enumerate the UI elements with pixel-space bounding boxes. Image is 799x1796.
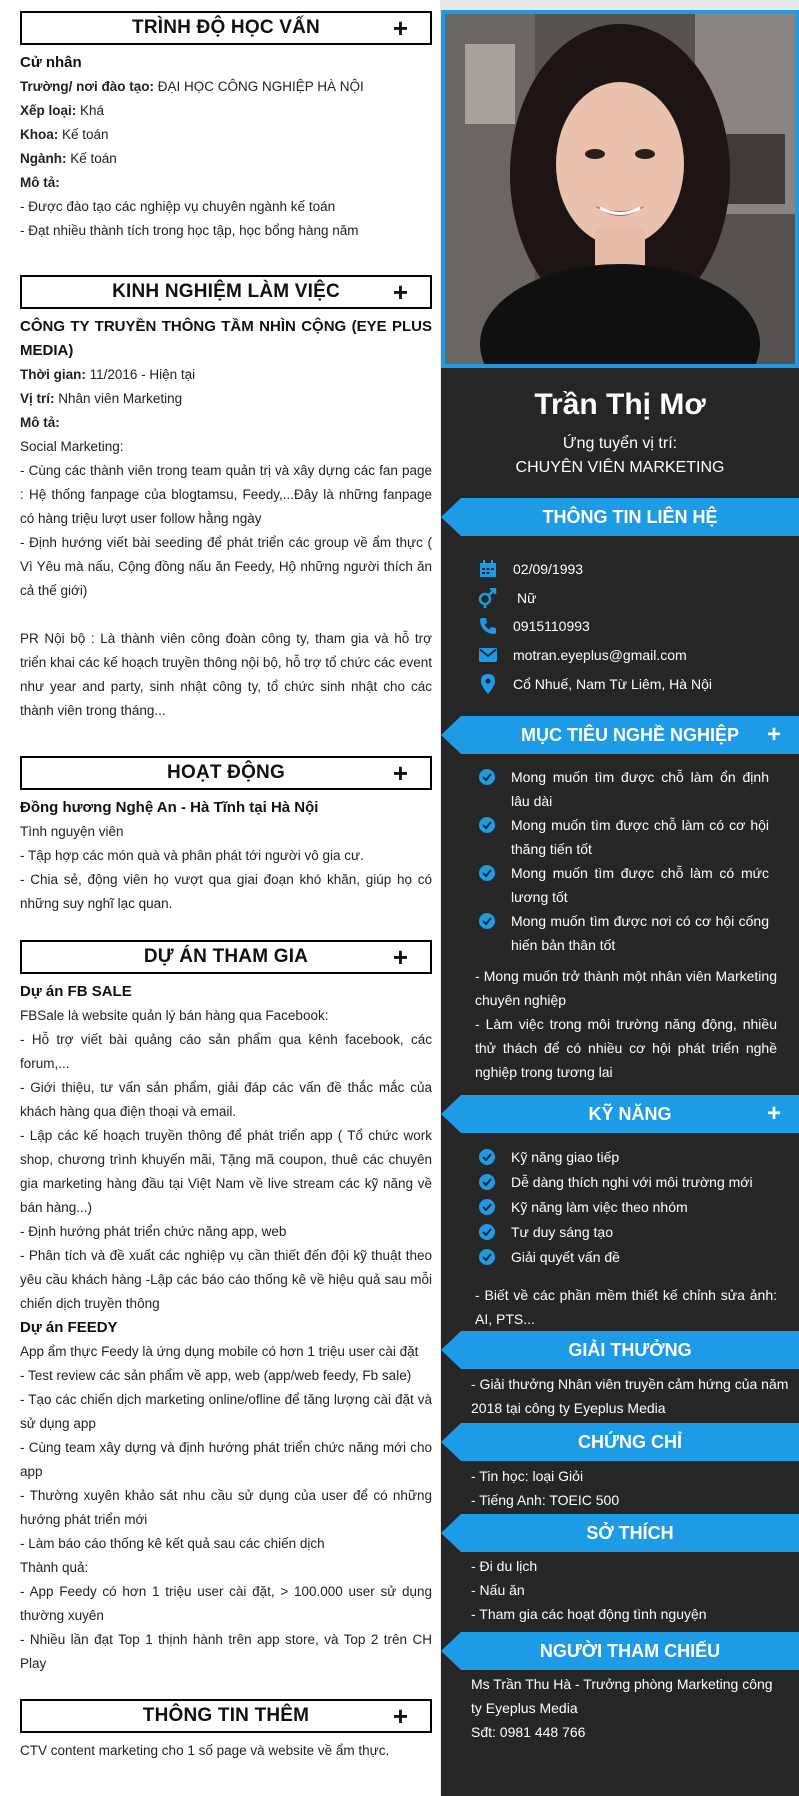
- apply-label: Ứng tuyển vị trí:: [562, 435, 678, 452]
- position-label: Vị trí:: [20, 391, 55, 406]
- check-icon: [479, 1149, 495, 1165]
- hobbies-list: [471, 1554, 791, 1626]
- project-2-title: Dự án FEEDY: [20, 1319, 118, 1336]
- skill-item-text: Dễ dàng thích nghi với môi trường mới: [511, 1174, 753, 1190]
- candidate-name: Trần Thị Mơ: [534, 388, 706, 421]
- activity-item: - Chia sẻ, động viên họ vượt qua giai đoạn khó khăn, giúp họ có những suy nghĩ lạc quan.: [20, 872, 432, 911]
- hobby-item: - Nấu ăn: [471, 1582, 525, 1598]
- gender-value: Nữ: [517, 590, 537, 606]
- mail-icon: [477, 644, 499, 666]
- apply-block: [441, 432, 799, 480]
- certificate-item: - Tin học: loại Giỏi: [471, 1468, 584, 1484]
- awards-text: - Giải thưởng Nhân viên truyền cảm hứng của năm 2018 tại công ty Eyeplus Media: [471, 1376, 789, 1416]
- faculty-label: Khoa:: [20, 127, 59, 142]
- email-row: [477, 644, 687, 666]
- check-icon: [479, 865, 495, 881]
- awards-banner: [461, 1331, 799, 1369]
- project-item: - Nhiều lần đạt Top 1 thịnh hành trên app store, và Top 2 trên CH Play: [20, 1632, 432, 1671]
- time-label: Thời gian:: [20, 367, 86, 382]
- project-item: - Định hướng phát triển chức năng app, web: [20, 1224, 287, 1239]
- reference-title: NGƯỜI THAM CHIẾU: [539, 1640, 721, 1661]
- experience-header[interactable]: [20, 275, 432, 309]
- education-title: TRÌNH ĐỘ HỌC VẤN: [132, 17, 320, 38]
- check-icon: [479, 913, 495, 929]
- project-1-title: Dự án FB SALE: [20, 983, 132, 1000]
- reference-list: [471, 1672, 781, 1744]
- skill-item-text: Tư duy sáng tạo: [511, 1224, 613, 1240]
- birthday-value: 02/09/1993: [513, 561, 584, 577]
- check-icon: [479, 1199, 495, 1215]
- plus-icon[interactable]: +: [392, 13, 408, 43]
- objective-item-text: Mong muốn tìm được chỗ làm có mức lương tốt: [511, 865, 769, 905]
- calendar-icon: [477, 558, 499, 580]
- major-label: Ngành:: [20, 151, 67, 166]
- reference-line: Ms Trần Thu Hà - Trưởng phòng Marketing công ty Eyeplus Media: [471, 1676, 773, 1716]
- experience-desc-item: Social Marketing:: [20, 439, 124, 454]
- plus-icon[interactable]: +: [392, 277, 408, 307]
- phone-icon: [477, 615, 499, 637]
- project-item: - Lập các kế hoạch truyền thông để phát triển app ( Tổ chức work shop, chương trình khuyến mãi, Tặng mã coupon, thuê các chuyên gia marketing hàng đầu tại Việt Nam về live stream các kỹ năng về bán hàng...): [20, 1128, 432, 1215]
- experience-section: [20, 275, 432, 723]
- major-value: Kế toán: [70, 151, 117, 166]
- objective-item-text: Mong muốn tìm được chỗ làm ổn định lâu dài: [511, 769, 769, 809]
- certificates-title: CHỨNG CHỈ: [578, 1431, 682, 1452]
- project-item: App ẩm thực Feedy là ứng dụng mobile có hơn 1 triệu user cài đặt: [20, 1344, 419, 1359]
- degree: Cử nhân: [20, 54, 82, 71]
- skills-banner[interactable]: [461, 1095, 799, 1133]
- project-item: - Phân tích và đề xuất các nghiệp vụ cần thiết đến đội kỹ thuật theo yêu cầu khách hàng -Lập các báo cáo thống kê về hiệu quả sau mỗi chiến dịch truyền thông: [20, 1248, 432, 1311]
- hobbies-title: SỞ THÍCH: [586, 1522, 674, 1543]
- education-desc-label: Mô tả:: [20, 175, 60, 190]
- objective-note: - Làm việc trong môi trường năng động, nhiều thử thách để có nhiều cơ hội phát triển nghề nghiệp trong tương lai: [475, 1016, 777, 1080]
- experience-desc-item: - Định hướng viết bài seeding để phát triển các group về ẩm thực ( Vì Yêu mà nấu, Cộng đồng nấu ăn Feedy, Hộ những người thích ăn cả thế giới): [20, 535, 432, 598]
- hobby-item: - Đi du lịch: [471, 1558, 538, 1574]
- education-section: [20, 11, 432, 243]
- hobby-item: - Tham gia các hoạt động tình nguyện: [471, 1606, 707, 1622]
- skill-item: [479, 1170, 769, 1194]
- project-item: - Test review các sản phẩm về app, web (app/web feedy, Fb sale): [20, 1368, 412, 1383]
- skill-item: [479, 1195, 769, 1219]
- awards-title: GIẢI THƯỞNG: [568, 1339, 692, 1360]
- project-item: - App Feedy có hơn 1 triệu user cài đặt, > 100.000 user sử dụng thường xuyên: [20, 1584, 432, 1623]
- objective-banner[interactable]: [461, 716, 799, 754]
- contact-banner: [461, 498, 799, 536]
- objective-note: - Mong muốn trở thành một nhân viên Marketing chuyên nghiệp: [475, 968, 777, 1008]
- reference-line: Sđt: 0981 448 766: [471, 1724, 586, 1740]
- location-icon: [477, 673, 499, 695]
- check-icon: [479, 1224, 495, 1240]
- activity-item: - Tập hợp các món quà và phân phát tới người vô gia cư.: [20, 848, 364, 863]
- experience-pr: PR Nội bộ : Là thành viên công đoàn công ty, tham gia và hỗ trợ triển khai các kế hoạch truyền thông nội bộ, hỗ trợ tổ chức các event như year and party, sinh nhật công ty, tổ chức sinh nhật cho các thành viên trong tháng...: [20, 631, 432, 718]
- contact-title: THÔNG TIN LIÊN HỆ: [542, 506, 718, 527]
- certificates-list: [471, 1464, 791, 1512]
- project-item: - Hỗ trợ viết bài quảng cáo sản phẩm qua kênh facebook, các forum,...: [20, 1032, 432, 1071]
- projects-header[interactable]: [20, 940, 432, 974]
- phone-row: [477, 615, 590, 637]
- rank-value: Khá: [80, 103, 105, 118]
- extra-text: CTV content marketing cho 1 số page và website về ẩm thực.: [20, 1743, 390, 1758]
- plus-icon[interactable]: +: [392, 758, 408, 788]
- check-icon: [479, 1249, 495, 1265]
- objective-item: [479, 765, 769, 813]
- extra-section: [20, 1699, 432, 1763]
- plus-icon[interactable]: +: [392, 1701, 408, 1731]
- skill-item-text: Kỹ năng giao tiếp: [511, 1149, 620, 1165]
- project-item: FBSale là website quản lý bán hàng qua Facebook:: [20, 1008, 329, 1023]
- project-item: Thành quả:: [20, 1560, 89, 1575]
- experience-title: KINH NGHIỆM LÀM VIỆC: [112, 281, 340, 302]
- time-value: 11/2016 - Hiện tại: [89, 367, 196, 382]
- extra-title: THÔNG TIN THÊM: [142, 1705, 310, 1726]
- objective-notes: [475, 964, 777, 1084]
- activity-role: Tình nguyện viên: [20, 824, 124, 839]
- school-value: ĐẠI HỌC CÔNG NGHIỆP HÀ NỘI: [157, 79, 364, 94]
- certificate-item: - Tiếng Anh: TOEIC 500: [471, 1492, 620, 1508]
- objective-title: MỤC TIÊU NGHỀ NGHIỆP: [520, 724, 739, 745]
- email-value[interactable]: motran.eyeplus@gmail.com: [513, 647, 687, 663]
- plus-icon[interactable]: +: [766, 1100, 781, 1127]
- apply-position: CHUYÊN VIÊN MARKETING: [515, 459, 725, 476]
- school-label: Trường/ nơi đào tạo:: [20, 79, 154, 94]
- company-name: CÔNG TY TRUYỀN THÔNG TẦM NHÌN CỘNG (EYE PLUS MEDIA): [20, 318, 432, 359]
- objective-item-text: Mong muốn tìm được nơi có cơ hội cống hiến bản thân tốt: [511, 913, 769, 953]
- rank-label: Xếp loại:: [20, 103, 77, 118]
- extra-header[interactable]: [20, 1699, 432, 1733]
- objective-item: [479, 909, 769, 957]
- project-item: - Cùng team xây dựng và định hướng phát triển chức năng mới cho app: [20, 1440, 432, 1479]
- projects-section: [20, 940, 432, 1676]
- experience-desc-label: Mô tả:: [20, 415, 60, 430]
- skills-note: - Biết về các phần mềm thiết kế chỉnh sửa ảnh: AI, PTS...: [475, 1287, 777, 1327]
- phone-value[interactable]: 0915110993: [513, 618, 590, 634]
- skills-title: KỸ NĂNG: [588, 1103, 672, 1124]
- activities-title: HOẠT ĐỘNG: [167, 762, 285, 783]
- project-item: - Thường xuyên khảo sát nhu cầu sử dụng của user để có những hướng phát triển mới: [20, 1488, 432, 1527]
- gender-icon: [477, 587, 499, 609]
- skill-item: [479, 1220, 769, 1244]
- education-desc-item: - Đạt nhiều thành tích trong học tập, học bổng hàng năm: [20, 223, 359, 238]
- objective-item-text: Mong muốn tìm được chỗ làm có cơ hội thăng tiến tốt: [511, 817, 769, 857]
- faculty-value: Kế toán: [62, 127, 109, 142]
- skill-item-text: Kỹ năng làm việc theo nhóm: [511, 1199, 688, 1215]
- check-icon: [479, 817, 495, 833]
- profile-photo: [441, 10, 799, 368]
- education-header[interactable]: [20, 11, 432, 45]
- sidebar: [441, 10, 799, 1796]
- address-value: Cổ Nhuế, Nam Từ Liêm, Hà Nội: [513, 676, 712, 692]
- hobbies-banner: [461, 1514, 799, 1552]
- project-item: - Tạo các chiến dịch marketing online/ofline để tăng lượng cài đặt và sử dụng app: [20, 1392, 432, 1431]
- gender-row: [477, 587, 536, 609]
- education-desc-item: - Được đào tạo các nghiệp vụ chuyên ngành kế toán: [20, 199, 336, 214]
- activities-section: [20, 756, 432, 916]
- position-value: Nhân viên Marketing: [58, 391, 183, 406]
- skill-item: [479, 1145, 769, 1169]
- objective-item: [479, 813, 769, 861]
- reference-banner: [461, 1632, 799, 1670]
- check-icon: [479, 769, 495, 785]
- certificates-banner: [461, 1423, 799, 1461]
- plus-icon[interactable]: +: [392, 942, 408, 972]
- project-item: - Làm báo cáo thống kê kết quả sau các chiến dịch: [20, 1536, 325, 1551]
- projects-title: DỰ ÁN THAM GIA: [143, 946, 309, 967]
- plus-icon[interactable]: +: [766, 721, 781, 748]
- project-item: - Giới thiệu, tư vấn sản phẩm, giải đáp các vấn đề thắc mắc của khách hàng qua điện thoại và email.: [20, 1080, 432, 1119]
- activity-org: Đồng hương Nghệ An - Hà Tĩnh tại Hà Nội: [20, 799, 319, 816]
- check-icon: [479, 1174, 495, 1190]
- address-row: [477, 673, 712, 695]
- birthday-row: [477, 558, 583, 580]
- skill-item: [479, 1245, 769, 1269]
- activities-header[interactable]: [20, 756, 432, 790]
- objective-item: [479, 861, 769, 909]
- skill-item-text: Giải quyết vấn đề: [511, 1249, 620, 1265]
- experience-desc-item: - Cùng các thành viên trong team quản trị và xây dựng các fan page : Hệ thống fanpage của blogtamsu, Feedy,...Đây là những fanpage có hàng triệu lượt user follow hằng ngày: [20, 463, 432, 526]
